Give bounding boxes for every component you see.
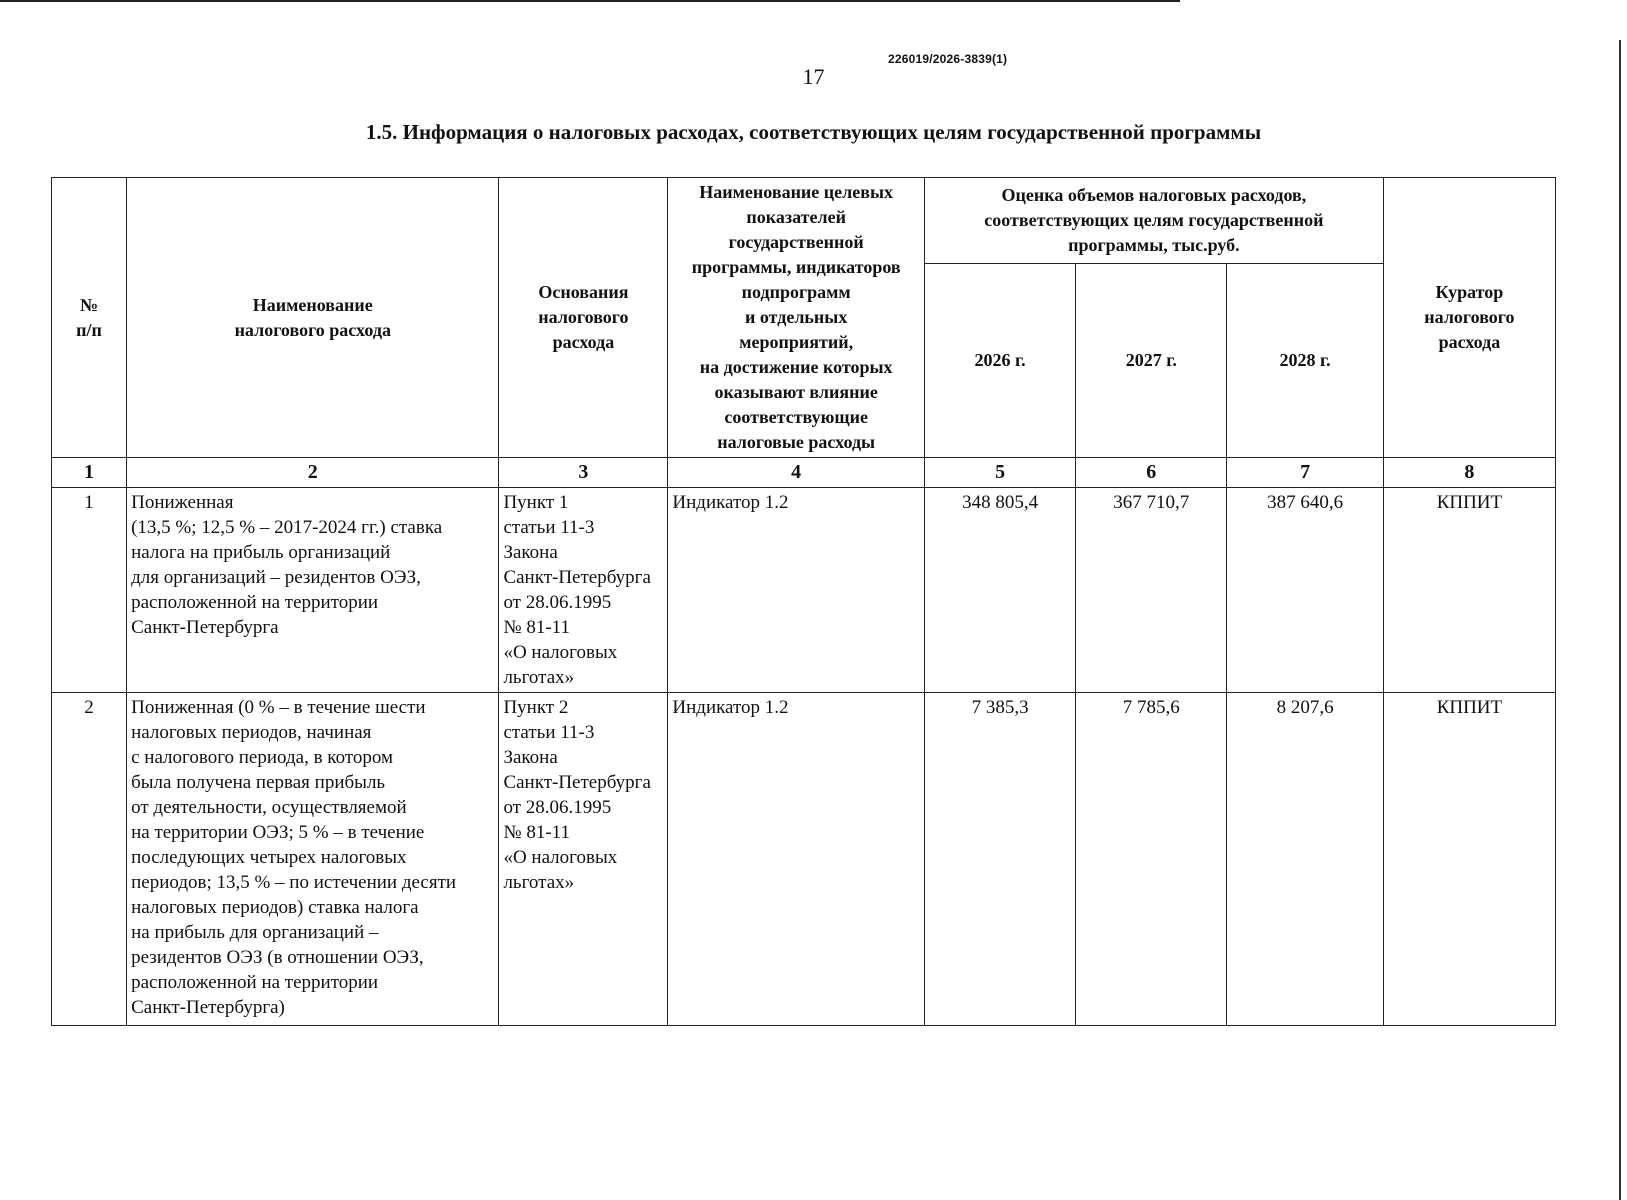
column-number-row bbox=[52, 458, 1556, 488]
column-number: 4 bbox=[668, 458, 925, 488]
row-num: 2 bbox=[52, 693, 127, 1026]
row-indicator: Индикатор 1.2 bbox=[668, 693, 925, 1026]
header-year-2026: 2026 г. bbox=[924, 263, 1075, 457]
row-basis: Пункт 1 статьи 11-3 Закона Санкт-Петербурга от 28.06.1995 № 81-11 «О налоговых льготах» bbox=[499, 488, 668, 693]
page-title: 1.5. Информация о налоговых расходах, соответствующих целям государственной программы bbox=[365, 120, 1262, 144]
header-row-1 bbox=[52, 178, 1556, 264]
row-name: Пониженная (0 % – в течение шести налоговых периодов, начиная с налогового периода, в котором была получена первая прибыль от деятельности, осуществляемой на территории ОЭЗ; 5 % – в течение последующих четырех налоговых периодов; 13,5 % – по истечении десяти налоговых периодов) ставка налога на прибыль для организаций – резидентов ОЭЗ (в отношении ОЭЗ, расположенной на территории Санкт-Петербурга) bbox=[127, 693, 499, 1026]
row-value-2027: 367 710,7 bbox=[1076, 488, 1227, 693]
header-indicators: Наименование целевых показателей государственной программы, индикаторов подпрограмм и отдельных мероприятий, на достижение которых оказывают влияние соответствующие налоговые расходы bbox=[668, 178, 925, 458]
header-year-2027: 2027 г. bbox=[1076, 263, 1227, 457]
table-row bbox=[52, 693, 1556, 1026]
row-name: Пониженная (13,5 %; 12,5 % – 2017-2024 гг.) ставка налога на прибыль организаций для организаций – резидентов ОЭЗ, расположенной на территории Санкт-Петербурга bbox=[127, 488, 499, 693]
row-num: 1 bbox=[52, 488, 127, 693]
header-num: № п/п bbox=[52, 178, 127, 458]
header-curator: Куратор налогового расхода bbox=[1383, 178, 1555, 458]
row-curator: КППИТ bbox=[1383, 488, 1555, 693]
row-basis: Пункт 2 статьи 11-3 Закона Санкт-Петербурга от 28.06.1995 № 81-11 «О налоговых льготах» bbox=[499, 693, 668, 1026]
row-indicator: Индикатор 1.2 bbox=[668, 488, 925, 693]
header-name: Наименование налогового расхода bbox=[127, 178, 499, 458]
column-number: 7 bbox=[1227, 458, 1383, 488]
column-number: 1 bbox=[52, 458, 127, 488]
row-value-2028: 8 207,6 bbox=[1227, 693, 1383, 1026]
row-value-2027: 7 785,6 bbox=[1076, 693, 1227, 1026]
row-curator: КППИТ bbox=[1383, 693, 1555, 1026]
column-number: 8 bbox=[1383, 458, 1555, 488]
row-value-2026: 7 385,3 bbox=[924, 693, 1075, 1026]
scan-top-edge bbox=[0, 0, 1180, 2]
row-value-2028: 387 640,6 bbox=[1227, 488, 1383, 693]
page-number: 17 bbox=[802, 64, 825, 89]
column-number: 2 bbox=[127, 458, 499, 488]
scan-right-edge bbox=[1619, 40, 1621, 1200]
column-number: 6 bbox=[1076, 458, 1227, 488]
column-number: 5 bbox=[924, 458, 1075, 488]
row-value-2026: 348 805,4 bbox=[924, 488, 1075, 693]
tax-expenditure-table bbox=[51, 177, 1556, 1026]
table-row bbox=[52, 488, 1556, 693]
document-code: 226019/2026-3839(1) bbox=[888, 52, 1008, 66]
header-year-2028: 2028 г. bbox=[1227, 263, 1383, 457]
header-basis: Основания налогового расхода bbox=[499, 178, 668, 458]
column-number: 3 bbox=[499, 458, 668, 488]
header-estimate: Оценка объемов налоговых расходов, соответствующих целям государственной программы, тыс.руб. bbox=[924, 178, 1383, 264]
